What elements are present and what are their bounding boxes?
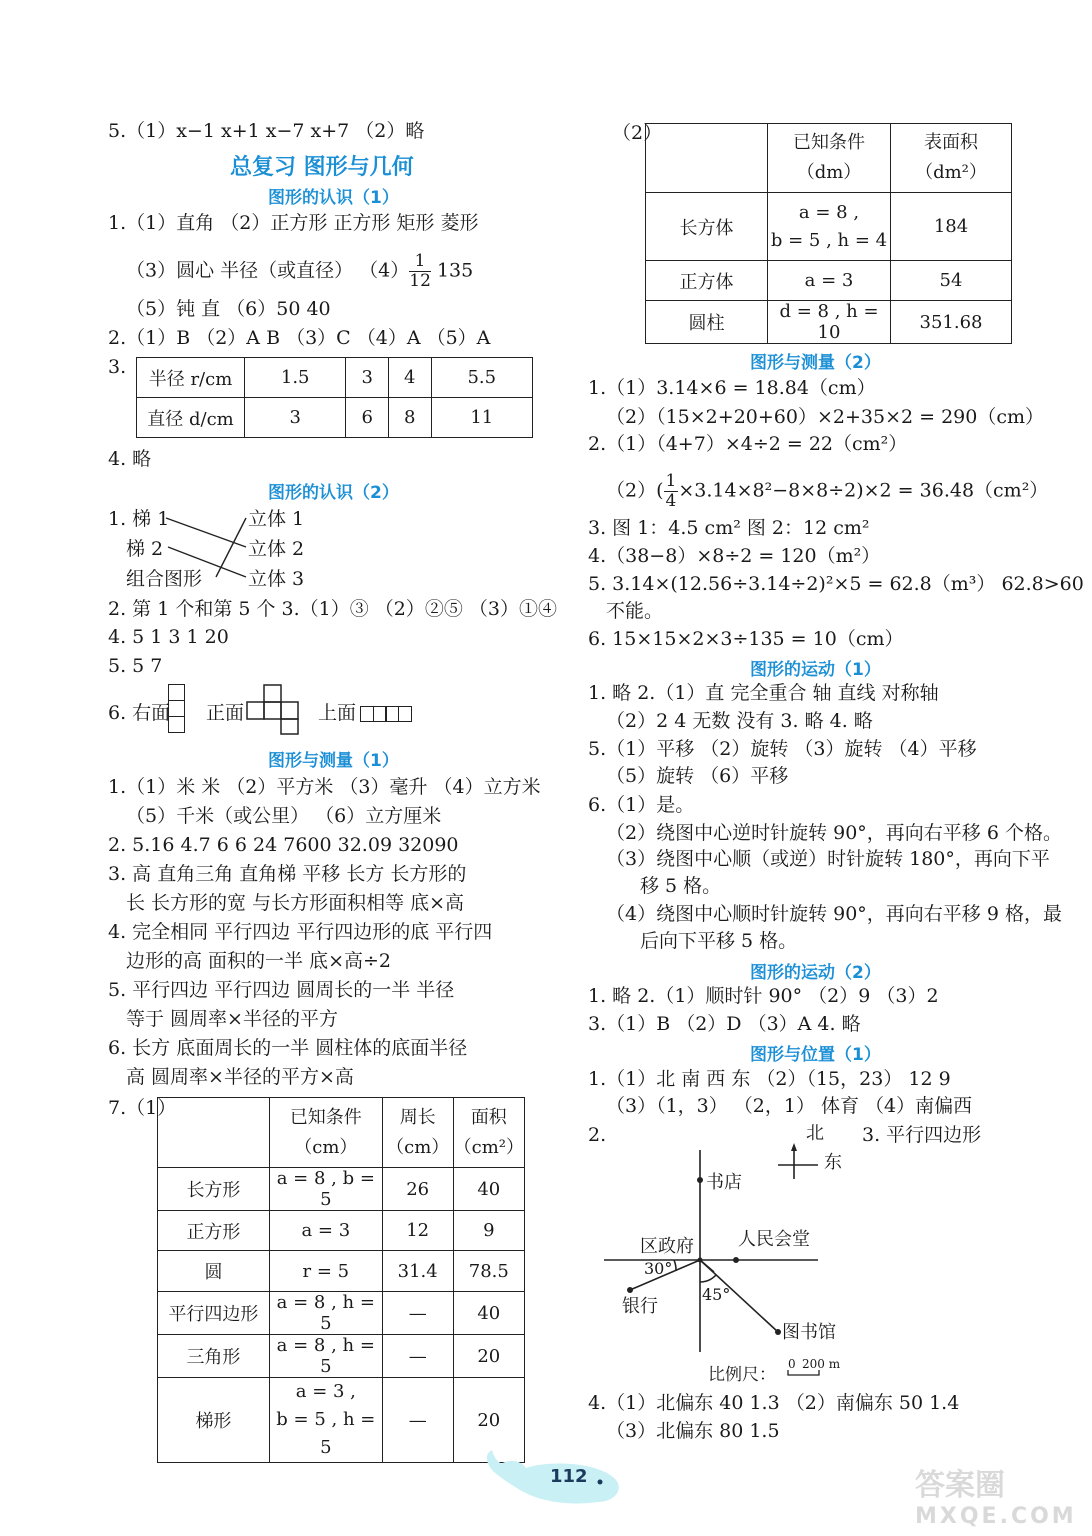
table-cell: 长方体 xyxy=(646,193,768,261)
answer-line: （3）（1，3） （2，1） 体育 （4）南偏西 xyxy=(606,1095,973,1117)
map-label-district: 区政府 xyxy=(640,1236,694,1257)
answer-line: （5）千米（或公里） （6）立方厘米 xyxy=(126,805,442,827)
answer-line: 5. 5 7 xyxy=(108,655,163,677)
table-cell: a = 8 , b = 5 , h = 4 xyxy=(768,193,891,261)
match-right-item: 立体 3 xyxy=(248,568,305,590)
table-cell: a = 3 xyxy=(269,1211,382,1251)
table-cell: 31.4 xyxy=(382,1251,453,1292)
subsection-title: 图形与测量（1） xyxy=(268,751,399,771)
match-left-item: 组合图形 xyxy=(126,568,203,590)
table-cell: 正方体 xyxy=(646,261,768,301)
answer-line: （3）北偏东 80 1.5 xyxy=(606,1420,780,1442)
scale-value: 200 m xyxy=(802,1357,841,1371)
radius-diameter-table xyxy=(136,357,533,438)
table-cell: 9 xyxy=(453,1211,524,1251)
table-cell: 11 xyxy=(431,398,532,438)
answer-line: 3. xyxy=(108,356,127,378)
answer-line: （4）绕图中心顺时针旋转 90°，再向右平移 9 格，最 xyxy=(606,903,1062,925)
solids-table xyxy=(645,123,1012,344)
table-cell: a = 8 , h = 5 xyxy=(269,1292,382,1335)
answer-line: 1.（1）3.14×6 = 18.84（cm） xyxy=(588,377,876,399)
answer-line: （2） xyxy=(612,122,663,144)
answer-line: 3. 图 1：4.5 cm² 图 2：12 cm² xyxy=(588,517,870,539)
subsection-title: 图形的运动（1） xyxy=(750,660,881,680)
table-cell: d = 8 , h = 10 xyxy=(768,301,891,344)
table-header: 已知条件 （dm） xyxy=(768,124,891,193)
answer-line: 5.（1）平移 （2）旋转 （3）旋转 （4）平移 xyxy=(588,738,977,760)
matching-lines xyxy=(160,505,256,587)
match-right-item: 立体 2 xyxy=(248,538,305,560)
answer-line: （2）2 4 无数 没有 3. 略 4. 略 xyxy=(606,710,873,732)
front-view-shape xyxy=(246,684,302,736)
table-cell: 平行四边形 xyxy=(158,1292,270,1335)
bookstore-point xyxy=(697,1177,703,1183)
table-cell: — xyxy=(382,1292,453,1335)
answer-text: （3）圆心 半径（或直径） （4） xyxy=(126,259,410,282)
table-cell: — xyxy=(382,1378,453,1463)
watermark: 答案圈 MXQE.COM xyxy=(915,1468,1077,1529)
plane-figures-table xyxy=(157,1097,525,1463)
answer-line: 3. 高 直角三角 直角梯 平移 长方 长方形的 xyxy=(108,863,467,885)
answer-line: 等于 圆周率×半径的平方 xyxy=(126,1008,338,1030)
table-cell: 3 xyxy=(245,398,346,438)
subsection-title: 图形的运动（2） xyxy=(750,963,881,983)
table-cell: 6 xyxy=(346,398,389,438)
answer-line: 4.（38−8）×8÷2 = 120（m²） xyxy=(588,545,881,567)
table-cell: a = 3 , b = 5 , h = 5 xyxy=(269,1378,382,1463)
table-cell: 圆柱 xyxy=(646,301,768,344)
scale-bar xyxy=(787,1369,827,1377)
bank-point xyxy=(627,1287,633,1293)
answer-line: （5）旋转 （6）平移 xyxy=(606,765,789,787)
answer-line: 6. 右面 xyxy=(108,702,171,724)
answer-line: 边形的高 面积的一半 底×高÷2 xyxy=(126,950,392,972)
answer-line: 7.（1） xyxy=(108,1097,177,1119)
table-cell: 351.68 xyxy=(891,301,1012,344)
answer-line: 长 长方形的宽 与长方形面积相等 底×高 xyxy=(126,892,465,914)
answer-line: 4. 完全相同 平行四边 平行四边形的底 平行四 xyxy=(108,921,493,943)
answer-line: 2. 第 1 个和第 5 个 3.（1）③ （2）②⑤ （3）①④ xyxy=(108,598,558,620)
answer-line: 2. 5.16 4.7 6 6 24 7600 32.09 32090 xyxy=(108,834,459,856)
answer-line: 2. xyxy=(588,1124,607,1146)
table-cell: 40 xyxy=(453,1292,524,1335)
table-cell: a = 8 , h = 5 xyxy=(269,1335,382,1378)
table-cell: 半径 r/cm xyxy=(137,358,245,398)
table-cell: 5.5 xyxy=(431,358,532,398)
table-cell: 20 xyxy=(453,1335,524,1378)
answer-line: 高 圆周率×半径的平方×高 xyxy=(126,1066,354,1088)
fraction: $\frac{1}{12}$ xyxy=(409,251,431,291)
match-left-item: 梯 2 xyxy=(126,538,164,560)
page-number: 112 xyxy=(550,1466,588,1487)
table-cell: 1.5 xyxy=(245,358,346,398)
answer-line: 1.（1）米 米 （2）平方米 （3）毫升 （4）立方米 xyxy=(108,776,541,798)
answer-line: 6. 长方 底面周长的一半 圆柱体的底面半径 xyxy=(108,1037,468,1059)
table-cell: 圆 xyxy=(158,1251,270,1292)
answer-line: 移 5 格。 xyxy=(640,875,722,897)
subsection-title: 图形与位置（1） xyxy=(750,1045,881,1065)
table-cell: 26 xyxy=(382,1168,453,1211)
right-view-shape xyxy=(168,684,185,733)
answer-line: （3）绕图中心顺（或逆）时针旋转 180°，再向下平 xyxy=(606,848,1050,870)
table-cell: a = 8 , b = 5 xyxy=(269,1168,382,1211)
subsection-title: 图形与测量（2） xyxy=(750,353,881,373)
table-cell: 长方形 xyxy=(158,1168,270,1211)
map-label-bookstore: 书店 xyxy=(706,1172,742,1193)
map-label-bank: 银行 xyxy=(622,1296,658,1317)
table-cell: a = 3 xyxy=(768,261,891,301)
table-cell: — xyxy=(382,1335,453,1378)
answer-text: 135 xyxy=(430,259,474,282)
answer-line: （2）绕图中心逆时针旋转 90°，再向右平移 6 个格。 xyxy=(606,822,1062,844)
answer-line: （5）钝 直 （6）50 40 xyxy=(126,298,331,320)
answer-line: 4. 略 xyxy=(108,448,152,470)
answer-line: 4. 5 1 3 1 20 xyxy=(108,626,229,648)
top-view-shape xyxy=(360,703,412,722)
map-label-library: 图书馆 xyxy=(782,1322,836,1343)
compass-east-label: 东 xyxy=(824,1152,842,1173)
table-cell: 直径 d/cm xyxy=(137,398,245,438)
table-cell: 8 xyxy=(388,398,431,438)
angle-mark xyxy=(700,1260,714,1272)
table-cell: 三角形 xyxy=(158,1335,270,1378)
table-cell: 3 xyxy=(346,358,389,398)
answer-line: 6.（1）是。 xyxy=(588,794,695,816)
answer-line xyxy=(126,252,473,291)
table-cell xyxy=(158,1098,270,1168)
angle-arc xyxy=(700,1275,716,1282)
answer-line: 正面 xyxy=(206,702,245,724)
match-line xyxy=(216,518,246,577)
table-cell: 40 xyxy=(453,1168,524,1211)
scale-label: 比例尺： xyxy=(708,1365,776,1385)
match-right-item: 立体 1 xyxy=(248,508,305,530)
answer-line: 2.（1）B （2）A B （3）C （4）A （5）A xyxy=(108,327,491,349)
compass-north-label: 北 xyxy=(806,1123,824,1144)
table-header: 已知条件 （cm） xyxy=(269,1098,382,1168)
answer-line: （2）( $\frac{1}{4}$ ×3.14×8²−8×8÷2)×2 = 36.48（cm²） xyxy=(606,471,1049,511)
answer-line: 1.（1）直角 （2）正方形 正方形 矩形 菱形 xyxy=(108,212,479,234)
answer-line: 3.（1）B （2）D （3）A 4. 略 xyxy=(588,1013,861,1035)
answer-line: 上面 xyxy=(318,702,357,724)
answer-line: 5. 3.14×(12.56÷3.14÷2)²×5 = 62.8（m³） 62.8>60 xyxy=(588,573,1084,595)
answer-line: 不能。 xyxy=(606,600,664,622)
answer-line: 5.（1）x−1 x+1 x−7 x+7 （2）略 xyxy=(108,120,425,142)
table-cell: 梯形 xyxy=(158,1378,270,1463)
table-header: 表面积 （dm²） xyxy=(891,124,1012,193)
subsection-title: 图形的认识（2） xyxy=(268,483,399,503)
scale-zero: 0 xyxy=(788,1357,796,1371)
table-cell: 12 xyxy=(382,1211,453,1251)
match-line xyxy=(168,547,246,577)
table-header: 面积 （cm²） xyxy=(453,1098,524,1168)
origin-point xyxy=(698,1258,703,1263)
section-title: 总复习 图形与几何 xyxy=(230,155,414,180)
library-point xyxy=(775,1329,781,1335)
angle-arc xyxy=(674,1260,676,1271)
answer-line: 4.（1）北偏东 40 1.3 （2）南偏东 50 1.4 xyxy=(588,1392,960,1414)
answer-line: 1. 略 2.（1）直 完全重合 轴 直线 对称轴 xyxy=(588,682,939,704)
fraction: $\frac{1}{4}$ xyxy=(665,471,677,511)
map-label-hall: 人民会堂 xyxy=(738,1229,810,1250)
map-angle-45: 45° xyxy=(702,1285,731,1304)
table-cell: 54 xyxy=(891,261,1012,301)
answer-line: （2）（15×2+20+60）×2+35×2 = 290（cm） xyxy=(606,406,1045,428)
table-header: 周长 （cm） xyxy=(382,1098,453,1168)
answer-line: 2.（1）（4+7）×4÷2 = 22（cm²） xyxy=(588,433,908,455)
table-cell xyxy=(646,124,768,193)
match-left-item: 1. 梯 1 xyxy=(108,508,170,530)
table-cell: 184 xyxy=(891,193,1012,261)
answer-line: 3. 平行四边形 xyxy=(862,1124,982,1146)
answer-line: 6. 15×15×2×3÷135 = 10（cm） xyxy=(588,628,904,650)
answer-line: 1.（1）北 南 西 东 （2）（15，23） 12 9 xyxy=(588,1068,951,1090)
answer-line: 1. 略 2.（1）顺时针 90° （2）9 （3）2 xyxy=(588,985,939,1007)
map-angle-30: 30° xyxy=(644,1259,673,1278)
table-cell: 78.5 xyxy=(453,1251,524,1292)
answer-line: 后向下平移 5 格。 xyxy=(640,930,798,952)
subsection-title: 图形的认识（1） xyxy=(268,188,399,208)
hall-point xyxy=(733,1257,739,1263)
table-cell: 20 xyxy=(453,1378,524,1463)
answer-line: 5. 平行四边 平行四边 圆周长的一半 半径 xyxy=(108,979,455,1001)
table-cell: r = 5 xyxy=(269,1251,382,1292)
table-cell: 4 xyxy=(388,358,431,398)
table-cell: 正方形 xyxy=(158,1211,270,1251)
